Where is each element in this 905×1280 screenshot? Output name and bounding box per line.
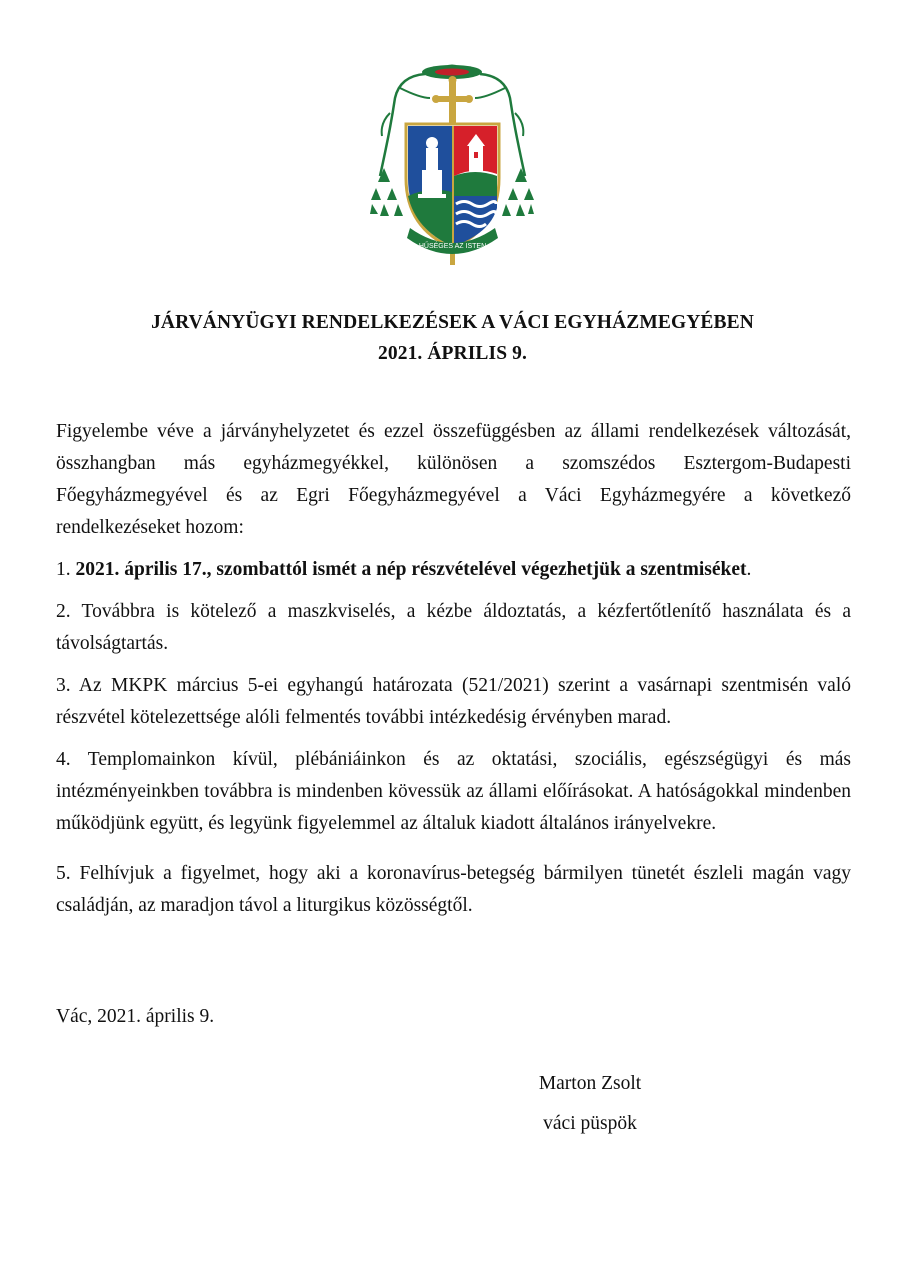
signer-title: váci püspök [543, 1113, 637, 1134]
document-date-heading: 2021. ÁPRILIS 9. [378, 343, 527, 364]
item-3: 3. Az MKPK március 5-ei egyhangú határozata (521/2021) szerint a vasárnapi szentmisén való részvétel kötelezettsége alóli felmentés további intézkedésig érvényben marad. [56, 675, 851, 728]
place-and-date: Vác, 2021. április 9. [56, 1006, 215, 1027]
intro-paragraph: Figyelembe véve a járványhelyzetet és ezzel összefüggésben az állami rendelkezések változását, összhangban más egyházmegyékkel, különösen a szomszédos Esztergom-Budapesti Főegyházmegyével és az Egri Főegyházmegyével a Váci Egyházmegyére a következő rendelkezéseket hozom: [56, 421, 851, 538]
item-1-bold-text: 2021. április 17., szombattól ismét a nép részvételével végezhetjük a szentmiséket [75, 559, 747, 580]
coat-of-arms [370, 58, 535, 270]
signer-name: Marton Zsolt [538, 1073, 642, 1094]
document-body [56, 416, 851, 932]
document-title: JÁRVÁNYÜGYI RENDELKEZÉSEK A VÁCI EGYHÁZMEGYÉBEN [151, 312, 754, 333]
item-5: 5. Felhívjuk a figyelmet, hogy aki a koronavírus-betegség bármilyen tünetét észleli magán vagy családján, az maradjon távol a liturgikus közösségtől. [56, 863, 851, 916]
crest-motto: HŰSÉGES AZ ISTEN [418, 243, 487, 250]
item-1-suffix: . [746, 559, 752, 580]
item-1-prefix: 1. [56, 559, 76, 580]
item-4: 4. Templomainkon kívül, plébániáinkon és az oktatási, szociális, egészségügyi és más intézményeinkben továbbra is mindenben kövessük az állami előírásokat. A hatóságokkal mindenben működjünk együtt, és legyünk figyelemmel az általuk kiadott általános irányelvekre. [56, 749, 851, 834]
item-1 [56, 554, 851, 586]
item-2: 2. Továbbra is kötelező a maszkviselés, a kézbe áldoztatás, a kézfertőtlenítő használata és a távolságtartás. [56, 601, 851, 654]
